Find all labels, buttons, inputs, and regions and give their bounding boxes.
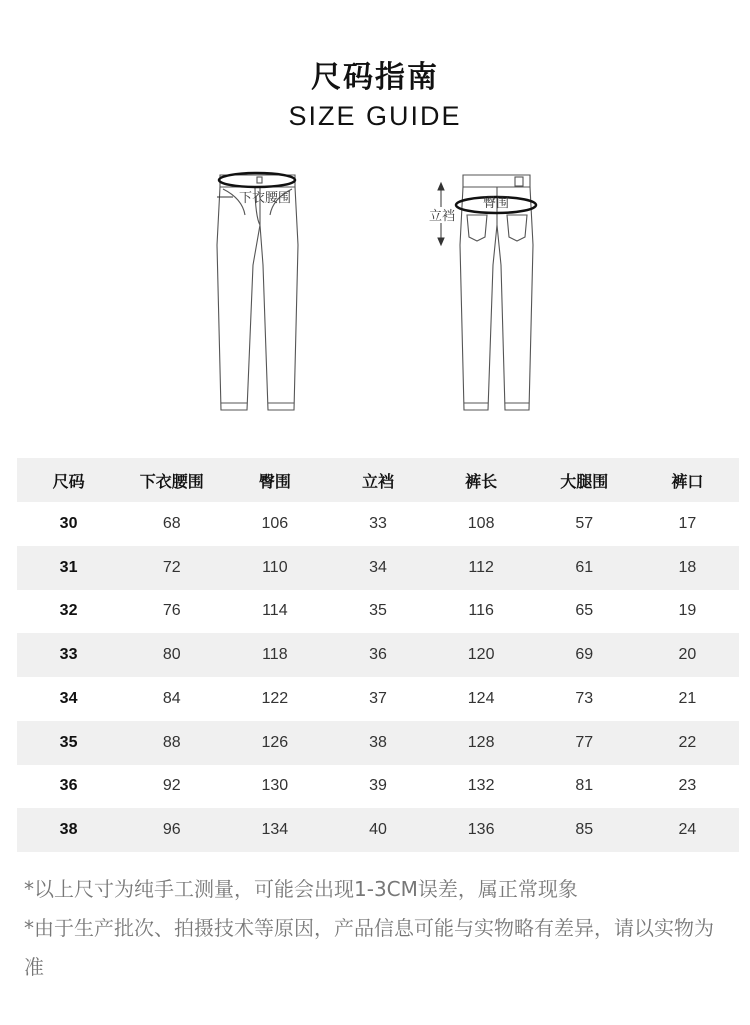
table-row	[17, 502, 739, 546]
table-row	[17, 546, 739, 590]
cell-length: 112	[468, 558, 494, 576]
table-header-row	[17, 458, 739, 502]
cell-hem: 24	[678, 821, 697, 839]
cell-thigh: 77	[575, 733, 594, 751]
cell-size: 34	[59, 689, 78, 707]
table-row	[17, 677, 739, 721]
cell-rise: 38	[369, 733, 387, 751]
cell-length: 120	[467, 646, 495, 664]
cell-hip: 122	[261, 689, 289, 707]
cell-length: 124	[467, 689, 495, 707]
cell-hem: 20	[678, 646, 697, 664]
cell-hip: 130	[261, 777, 289, 795]
cell-thigh: 81	[575, 777, 594, 795]
cell-hip: 126	[261, 733, 289, 751]
cell-length: 136	[467, 821, 495, 839]
front-pants-diagram	[205, 165, 315, 415]
back-pants-icon	[425, 165, 550, 415]
cell-length: 116	[468, 602, 494, 620]
cell-rise: 39	[369, 777, 387, 795]
cell-size: 36	[59, 777, 78, 795]
cell-thigh: 61	[575, 558, 594, 576]
col-header-thigh: 大腿围	[560, 471, 609, 491]
cell-thigh: 73	[575, 689, 594, 707]
table-row	[17, 808, 739, 852]
cell-length: 128	[467, 733, 495, 751]
cell-size: 33	[59, 646, 78, 664]
front-pants-icon	[205, 165, 315, 415]
col-header-hem: 裤口	[671, 471, 704, 491]
table-row	[17, 765, 739, 809]
footnote-disclaimer: *由于生产批次、拍摄技术等原因，产品信息可能与实物略有差异，请以实物为准	[24, 916, 714, 979]
cell-thigh: 85	[575, 821, 594, 839]
back-rise-label: 立裆	[429, 209, 456, 224]
cell-rise: 36	[369, 646, 387, 664]
col-header-length: 裤长	[465, 471, 498, 491]
col-header-size: 尺码	[52, 471, 85, 491]
col-header-rise: 立裆	[361, 471, 394, 491]
cell-waist: 72	[162, 558, 181, 576]
table-row	[17, 721, 739, 765]
cell-rise: 40	[369, 821, 387, 839]
cell-hip: 106	[261, 514, 289, 532]
cell-hem: 23	[678, 777, 697, 795]
table-row	[17, 633, 739, 677]
size-table	[17, 458, 739, 852]
cell-hip: 118	[262, 646, 288, 664]
cell-waist: 80	[162, 646, 181, 664]
cell-hem: 19	[678, 602, 697, 620]
back-hip-label: 臀围	[483, 196, 510, 211]
page-title: 尺码指南	[311, 60, 439, 95]
front-waist-label: 下衣腰围	[239, 191, 292, 206]
cell-waist: 84	[162, 689, 181, 707]
cell-rise: 37	[369, 689, 387, 707]
cell-waist: 68	[162, 514, 181, 532]
cell-size: 32	[59, 602, 78, 620]
cell-size: 35	[59, 733, 78, 751]
cell-waist: 96	[162, 821, 181, 839]
footnote-measurement: *以上尺寸为纯手工测量，可能会出现1-3CM误差，属正常现象	[24, 877, 578, 901]
cell-hem: 18	[678, 558, 697, 576]
cell-hem: 21	[678, 689, 697, 707]
cell-hip: 110	[262, 558, 288, 576]
table-row	[17, 590, 739, 634]
cell-length: 132	[467, 777, 495, 795]
cell-hem: 22	[678, 733, 697, 751]
cell-size: 38	[59, 821, 78, 839]
footnotes	[24, 870, 724, 987]
cell-thigh: 57	[575, 514, 594, 532]
cell-size: 30	[59, 514, 78, 532]
cell-hip: 114	[262, 602, 288, 620]
col-header-hip: 臀围	[258, 471, 291, 491]
back-pants-diagram	[425, 165, 550, 415]
page-subtitle: SIZE GUIDE	[288, 101, 462, 131]
cell-thigh: 69	[575, 646, 594, 664]
cell-rise: 33	[369, 514, 387, 532]
cell-hem: 17	[678, 514, 697, 532]
cell-waist: 92	[162, 777, 181, 795]
cell-thigh: 65	[575, 602, 594, 620]
cell-rise: 35	[369, 602, 387, 620]
cell-rise: 34	[369, 558, 387, 576]
cell-waist: 88	[162, 733, 181, 751]
col-header-waist: 下衣腰围	[139, 471, 204, 491]
cell-length: 108	[467, 514, 495, 532]
cell-hip: 134	[261, 821, 289, 839]
cell-waist: 76	[162, 602, 181, 620]
cell-size: 31	[59, 558, 78, 576]
